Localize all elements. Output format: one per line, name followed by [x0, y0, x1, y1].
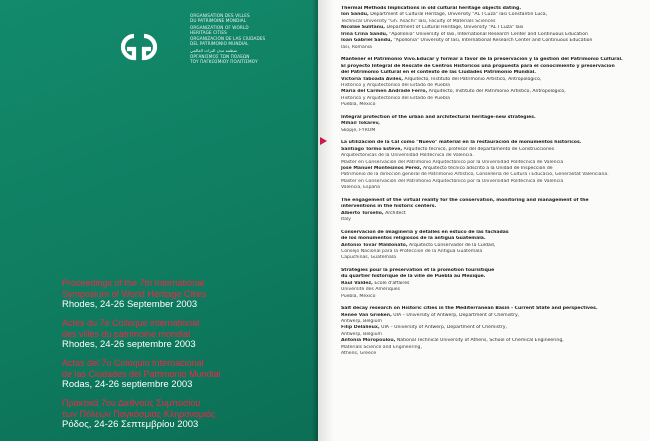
proceedings-title: des villes du patrimoine mondial	[62, 328, 191, 339]
author-affiliation: Arquitecto técnico adscrito a la Unidad de Inspección de	[422, 165, 553, 171]
proceedings-title: Πρακτικά 7ου Διεθνούς Συμποσίου	[62, 398, 201, 408]
author-affiliation: Arquitecto, Instituto del Patrimonio Artístico, Antropológico,	[428, 89, 566, 95]
paper-title: del Patrimonio Cultural en el contexto de las Ciudades Patrimonio Mundial.	[341, 70, 537, 76]
author-affiliation: École d'affaires	[374, 280, 410, 286]
author-affiliation: Department of Cultural Heritage, University "AL I Cuza" Iasi Constantin Luca,	[370, 12, 548, 18]
organization-names	[190, 13, 312, 65]
author-affiliation: Skopje, FYROM	[341, 127, 376, 133]
proceedings-title: Symposium of World Heritage Cities	[62, 288, 207, 299]
program-page	[318, 0, 650, 441]
author-line	[341, 102, 646, 108]
author-name: Mihail Tokarev,	[341, 121, 380, 127]
proceedings-title: Actes du 7e Colloque international	[62, 318, 200, 328]
proceedings-title: de las Ciudades del Patrimonio Mundial	[62, 368, 221, 379]
author-affiliation: Arquitecto técnico, profesor del departamento de Construcciones	[403, 146, 555, 152]
org-name-line: DEL PATRIMONIO MUNDIAL	[190, 41, 249, 47]
author-affiliation: Histórico y Arquitectónico del Estado de Puebla	[341, 82, 450, 88]
author-affiliation: Université des Amériques	[341, 287, 400, 293]
paper-title: Stratégies pour la préservation et la promotion touristique	[341, 267, 495, 273]
bookmark-arrow-icon	[320, 137, 327, 145]
program-entry	[341, 306, 646, 358]
author-name: Irina Crina Sandu,	[341, 31, 388, 37]
author-affiliation: Puebla, México	[341, 293, 376, 299]
author-line	[341, 185, 646, 191]
author-affiliation: Puebla, México	[341, 102, 376, 108]
author-affiliation: Arquitectónicas de la Universidad Politécnica de Valencia.	[341, 153, 474, 159]
org-name-line: ORGANISATION DES VILLES	[190, 13, 250, 18]
proceedings-greek	[62, 398, 312, 431]
author-affiliation: Master en Conservación del Patrimonio Arquitectónico por la Universidad Politécnica de Valencia	[341, 178, 564, 184]
paper-title: Conservacion de imagineria y detalles en estuco de las fachadas	[341, 229, 509, 235]
author-name: Renee Van Grieken,	[341, 312, 392, 318]
org-name-line: ΟΡΓΑΝΙΣΜΟΣ ΤΩΝ ΠΟΛΕΩΝ	[190, 54, 250, 60]
author-name: Ioan Gabriel Sandu,	[341, 38, 393, 44]
ovpm-logo-icon	[112, 32, 166, 62]
paper-title: Integral protection of the urban and architectural heritage-new strategies.	[341, 114, 536, 120]
proceedings-title: Actas del 7o Coloquio Internacional	[62, 358, 204, 368]
program-entry	[341, 198, 646, 224]
author-affiliation: Patrimonio de la dirección general de Patrimonio Artístico, Consellería de Cultura i Educació, Generalitat Valenciana.	[341, 172, 609, 178]
author-affiliation: Arquitecto Conservador de la Culdad,	[409, 242, 496, 248]
author-line	[341, 128, 646, 134]
author-name: Raul Valdez,	[341, 280, 373, 286]
author-affiliation: Histórico y Arquitectónico del Estado de Puebla	[341, 95, 450, 101]
program-entry	[341, 6, 646, 51]
proceedings-date: Rhodes, 24-26 septembre 2003	[62, 339, 196, 350]
paper-title: La utilización de la Cal como "Nuevo" material en la restauración de monumentos históricos.	[341, 140, 582, 146]
org-name-line: DU PATRIMOINE MONDIAL	[190, 18, 247, 24]
proceedings-date: Rhodes, 24-26 September 2003	[62, 299, 198, 310]
paper-title: El proyecto Integral de Rescate de Centros Historicos una propuesta para el conocimiento y preservacion	[341, 63, 615, 69]
paper-title: du quartier historique de la ville de Puebla au Mexique.	[341, 274, 486, 280]
author-line	[341, 294, 646, 300]
author-affiliation: Arquitecto, Instituto del Patrimonio Artístico, Antropológico,	[404, 76, 542, 82]
author-name: Victoria Taboada Avilés,	[341, 76, 403, 82]
author-affiliation: UIA – University of Antwerp, Department of Chemistry,	[381, 325, 507, 331]
author-affiliation: Master en Conservación del Patrimonio Arquitectónico por la Universidad Politécnica de Valencia	[341, 159, 564, 165]
org-name-line: ΤΟΥ ΠΑΓΚΟΣΜΙΟΥ ΠΟΛΙΤΙΣΜΟΥ	[190, 59, 258, 65]
author-name: María del Carmen Andrade Ferro,	[341, 89, 428, 95]
proceedings-spanish	[62, 358, 312, 391]
proceedings-title: Proceedings of the 7th International	[62, 278, 205, 288]
program-entry	[341, 140, 646, 192]
org-name-line: ORGANIZATION OF WORLD	[190, 24, 249, 30]
program-list	[341, 6, 646, 364]
org-name-line: منظمة مدن التراث العالمي	[190, 47, 238, 53]
author-name: José Manuel Montesinos Perez,	[341, 165, 422, 171]
author-line	[341, 217, 646, 223]
author-line	[341, 255, 646, 261]
proceedings-date: Rodas, 24-26 septiembre 2003	[62, 379, 193, 390]
author-affiliation: Antwerp, Belgium	[341, 319, 382, 325]
binding-shadow	[318, 0, 334, 441]
paper-title: de los monumentos religiosos de la antigua Guatemala.	[341, 236, 486, 242]
author-affiliation: Antwerp, Belgium	[341, 331, 382, 337]
author-name: Alberto Torsello,	[341, 210, 384, 216]
paper-title: The engagement of the virtual reality for the conservation, monitoring and management of the	[341, 197, 589, 203]
author-affiliation: Department of Cultural Heritage, University "AL I Cuza" Iasi	[386, 25, 524, 31]
org-name-line: HERITAGE CITIES	[190, 29, 227, 35]
proceedings-title: των Πόλεων Παγκόσμιας Κληρονομιάς	[62, 408, 216, 419]
author-name: Ion Sandu,	[341, 12, 369, 18]
author-affiliation: Iasi, Romania	[341, 44, 372, 50]
author-affiliation: Architect	[385, 210, 406, 216]
paper-title: Thermal Methods Implications in old cultural heritage objects dating.	[341, 6, 522, 11]
author-affiliation: National Technical University of Athens, School of Chemical Engineering,	[396, 338, 564, 344]
author-affiliation: Capuchinas, Guatemala	[341, 255, 396, 261]
cover-panel	[0, 0, 318, 441]
org-name-line: ORGANIZACIÓN DE LAS CIUDADES	[190, 36, 266, 42]
author-affiliation: Consejo Nacional para la Proteccion de la Antigua Guatemala	[341, 248, 483, 254]
author-affiliation: Italy	[341, 217, 351, 223]
author-line	[341, 45, 646, 51]
program-entry	[341, 230, 646, 262]
author-name: Filip Delalieux,	[341, 325, 380, 331]
author-name: Santiago Tormo Esteve,	[341, 146, 403, 152]
author-affiliation: "Apollonia" University of Iasi, International Research Center and Continuous Education	[389, 31, 588, 37]
program-entry	[341, 268, 646, 300]
author-affiliation: "Apollonia" University of Iasi, International Research Center and Continuous Education	[393, 38, 593, 44]
proceedings-french	[62, 318, 312, 351]
proceedings-date: Ρόδος, 24-26 Σεπτεμβρίου 2003	[62, 419, 199, 430]
author-line	[341, 351, 646, 357]
author-affiliation: UIA – University of Antwerp, Department of Chemistry,	[393, 312, 520, 318]
author-affiliation: Technical University "Gh. Asachi" Iasi, Faculty of Materials Sciences	[341, 18, 496, 24]
paper-title: Mantener el Patrimonio Vivo.Educar y formar a favor de la preservación y la gestión del Patrimonio Cultural.	[341, 57, 623, 63]
author-affiliation: Valencia, España	[341, 185, 380, 191]
author-affiliation: Materials Science and Engineering,	[341, 344, 422, 350]
author-name: Nicolae Sulitanu,	[341, 25, 385, 31]
paper-title: Salt decay research on Historic cities in the Mediterranean Basin - Current State and perspectives.	[341, 306, 598, 312]
paper-title: interventions in the historic centers.	[341, 204, 437, 210]
author-affiliation: Athens, Greece	[341, 351, 377, 357]
proceedings-english	[62, 278, 312, 311]
program-entry	[341, 115, 646, 134]
author-name: Antonio Tovar Maldonato,	[341, 242, 408, 248]
program-entry	[341, 57, 646, 109]
author-name: Antonia Moropoulou,	[341, 338, 396, 344]
